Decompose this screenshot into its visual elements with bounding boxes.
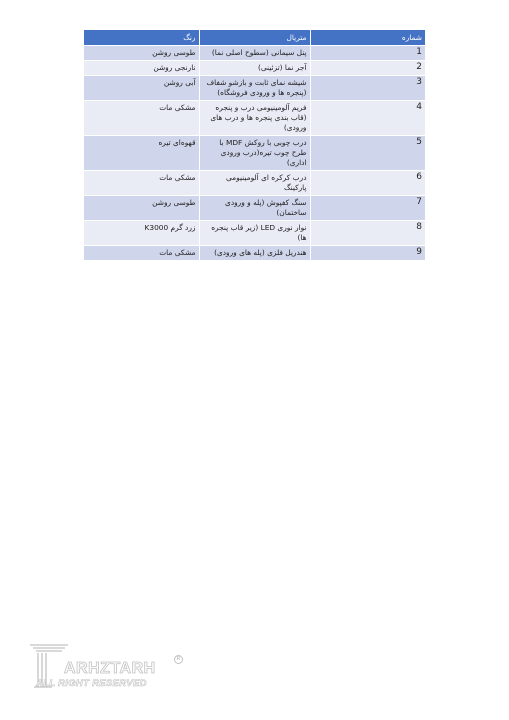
row-number: 8 — [310, 221, 425, 246]
row-material: نوار نوری LED (زیر قاب پنجره ها) — [199, 221, 310, 246]
row-number: 1 — [310, 46, 425, 61]
row-number: 7 — [310, 196, 425, 221]
row-material: هندریل فلزی (پله های ورودی) — [199, 246, 310, 261]
logo-brand-text: ARHZTARH — [64, 660, 156, 677]
row-material: پنل سیمانی (سطوح اصلی نما) — [199, 46, 310, 61]
table-row — [84, 61, 425, 76]
row-color: مشکی مات — [84, 171, 199, 196]
row-color: مشکی مات — [84, 101, 199, 136]
table-row — [84, 171, 425, 196]
row-material: درب چوبی با روکش MDF با طرح چوب تیره(درب ورودی اداری) — [199, 136, 310, 171]
row-material: شیشه نمای ثابت و بازشو شفاف (پنجره ها و ورودی فروشگاه) — [199, 76, 310, 101]
row-color: مشکی مات — [84, 246, 199, 261]
header-color: رنگ — [84, 30, 199, 46]
watermark-logo — [28, 643, 188, 693]
row-color: آبی روشن — [84, 76, 199, 101]
row-material: آجر نما (تزئینی) — [199, 61, 310, 76]
row-material: سنگ کفپوش (پله و ورودی ساختمان) — [199, 196, 310, 221]
row-number: 6 — [310, 171, 425, 196]
row-color: نارنجی روشن — [84, 61, 199, 76]
row-number: 5 — [310, 136, 425, 171]
table-row — [84, 246, 425, 261]
row-number: 4 — [310, 101, 425, 136]
table-row — [84, 136, 425, 171]
header-material: متریال — [199, 30, 310, 46]
materials-table — [84, 30, 425, 260]
row-color: طوسی روشن — [84, 46, 199, 61]
table-row — [84, 101, 425, 136]
table-row — [84, 221, 425, 246]
row-color: طوسی روشن — [84, 196, 199, 221]
row-number: 9 — [310, 246, 425, 261]
header-number: شماره — [310, 30, 425, 46]
row-number: 3 — [310, 76, 425, 101]
row-material: فریم آلومینیومی درب و پنجره (قاب بندی پنجره ها و درب های ورودی) — [199, 101, 310, 136]
table-row — [84, 76, 425, 101]
table-header-row — [84, 30, 425, 46]
row-material: درب کرکره ای آلومینیومی پارکینگ — [199, 171, 310, 196]
table-row — [84, 196, 425, 221]
registered-mark-icon: R — [174, 655, 183, 664]
logo-tagline: ALL RIGHT RESERVED — [36, 678, 147, 689]
row-color: زرد گرم K3000 — [84, 221, 199, 246]
row-number: 2 — [310, 61, 425, 76]
row-color: قهوه‌ای تیره — [84, 136, 199, 171]
table-row — [84, 46, 425, 61]
